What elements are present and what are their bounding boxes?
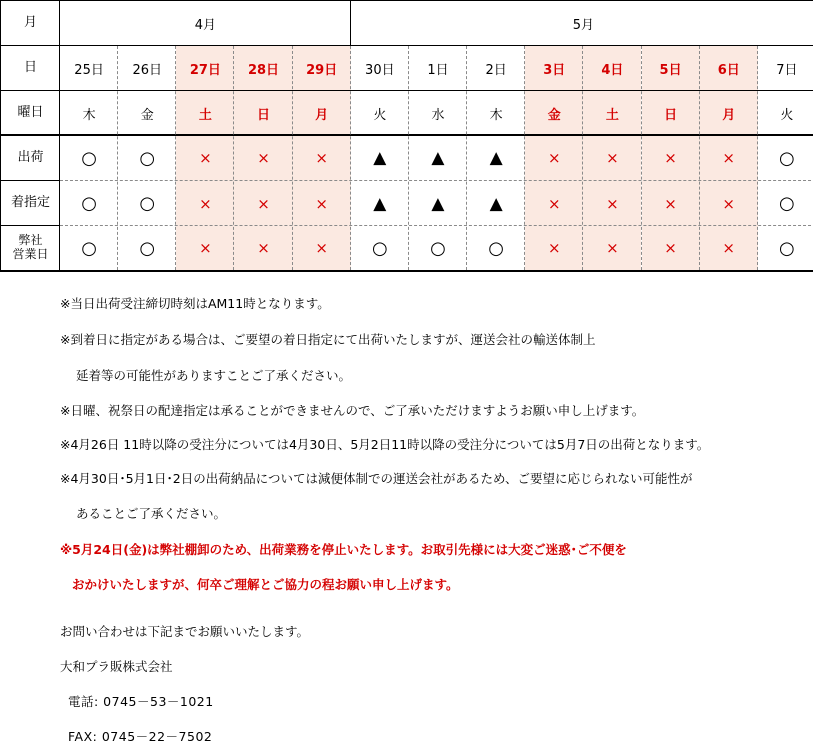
table-border-top: [0, 0, 813, 1]
date-cell: 28日: [247, 63, 280, 78]
delivery-status-cell: ▲: [373, 193, 387, 214]
business-day-status-cell: ×: [664, 239, 677, 257]
column-divider-dashed: [292, 46, 293, 270]
date-cell: 2日: [485, 63, 507, 78]
table-border-left: [0, 0, 1, 272]
row-divider-dashed: [60, 225, 813, 226]
shipping-status-cell: ×: [664, 149, 677, 167]
business-day-status-cell: ○: [81, 237, 97, 259]
weekday-cell: 月: [315, 107, 329, 123]
weekday-cell: 月: [722, 107, 736, 123]
delivery-status-cell: ○: [81, 193, 97, 214]
month-divider: [350, 0, 351, 46]
note-line: ※当日出荷受注締切時刻はAM11時となります。: [60, 296, 330, 311]
column-divider-dashed: [175, 46, 176, 270]
delivery-status-cell: ×: [547, 194, 561, 213]
date-cell: 6日: [717, 63, 740, 78]
shipping-status-cell: ×: [199, 149, 212, 167]
date-cell: 4日: [601, 63, 624, 78]
business-day-status-cell: ○: [371, 237, 388, 259]
note-line: ※4月26日 11時以降の受注分については4月30日、5月2日11時以降の受注分については5月7日の出荷となります。: [60, 437, 710, 452]
delivery-status-cell: ×: [606, 194, 619, 213]
row-label-shipping: 出荷: [17, 149, 44, 165]
delivery-status-cell: ×: [315, 194, 328, 213]
phone-number: 電話: 0745－53－1021: [68, 694, 214, 709]
shipping-status-cell: ○: [81, 147, 97, 169]
table-border-bottom: [0, 270, 813, 272]
column-divider-dashed: [408, 46, 409, 270]
note-line: ※到着日に指定がある場合は、ご要望の着日指定にて出荷いたしますが、運送会社の輸送体制上: [60, 332, 596, 347]
shipping-status-cell: ▲: [489, 148, 503, 168]
delivery-status-cell: ○: [779, 193, 795, 214]
weekday-cell: 日: [257, 107, 271, 123]
row-divider: [0, 180, 60, 181]
date-cell: 3日: [543, 63, 566, 78]
weekday-cell: 火: [780, 107, 794, 123]
fax-number: FAX: 0745－22－7502: [68, 729, 213, 744]
business-day-status-cell: ○: [779, 237, 795, 259]
note-line: 延着等の可能性がありますことご了承ください。: [76, 368, 352, 383]
weekday-cell: 水: [431, 107, 445, 123]
delivery-status-cell: ×: [722, 194, 735, 213]
column-divider-dashed: [757, 46, 758, 270]
contact-intro: お問い合わせは下記までお願いいたします。: [60, 624, 310, 639]
row-divider: [0, 225, 60, 226]
weekday-cell: 日: [664, 107, 678, 123]
business-day-status-cell: ×: [547, 239, 561, 257]
row-divider-thick: [0, 134, 813, 136]
month-header: 4月: [194, 18, 217, 33]
row-label-business-line2: 営業日: [12, 247, 49, 261]
row-label-date: 日: [23, 60, 37, 76]
note-line: ※5月24日(金)は弊社棚卸のため、出荷業務を停止いたします。お取引先様には大変ご迷惑･ご不便を: [60, 542, 627, 557]
shipping-status-cell: ×: [722, 149, 735, 167]
business-day-status-cell: ○: [430, 237, 446, 259]
date-cell: 30日: [365, 63, 395, 78]
row-label-delivery-designation: 着指定: [10, 195, 50, 211]
delivery-status-cell: ▲: [431, 193, 445, 214]
date-cell: 27日: [189, 63, 221, 78]
row-divider-dashed: [60, 180, 813, 181]
delivery-status-cell: ×: [257, 194, 270, 213]
business-day-status-cell: ○: [488, 237, 504, 259]
business-day-status-cell: ×: [722, 239, 735, 257]
column-divider-dashed: [699, 46, 700, 270]
note-line: おかけいたしますが、何卒ご理解とご協力の程お願い申し上げます。: [72, 577, 459, 592]
column-divider-dashed: [641, 46, 642, 270]
month-header: 5月: [572, 18, 594, 33]
row-label-weekday: 曜日: [17, 104, 44, 120]
weekday-cell: 火: [373, 107, 387, 123]
note-line: ※日曜、祝祭日の配達指定は承ることができませんので、ご了承いただけますようお願い申し上げます。: [60, 403, 645, 418]
column-divider-dashed: [233, 46, 234, 270]
row-label-business-day: [1, 226, 60, 270]
shipping-status-cell: ×: [257, 149, 270, 167]
weekday-cell: 土: [198, 107, 212, 123]
row-label-month: 月: [23, 15, 37, 31]
delivery-status-cell: ▲: [489, 193, 503, 214]
date-cell: 7日: [776, 63, 798, 78]
weekday-cell: 土: [605, 107, 619, 123]
business-day-status-cell: ×: [606, 239, 619, 257]
business-day-status-cell: ×: [257, 239, 270, 257]
shipping-calendar-table: [0, 0, 813, 272]
weekday-cell: 木: [489, 107, 503, 123]
shipping-status-cell: ×: [315, 149, 328, 167]
shipping-status-cell: ▲: [373, 148, 387, 168]
weekday-cell: 木: [82, 107, 96, 123]
date-cell: 26日: [132, 63, 162, 78]
company-name: 大和プラ販株式会社: [60, 659, 173, 674]
weekday-cell: 金: [547, 107, 561, 123]
date-cell: 25日: [74, 63, 104, 78]
shipping-status-cell: ▲: [431, 148, 445, 168]
note-line: ※4月30日･5月1日･2日の出荷納品については減便体制での運送会社があるため、ご要望に応じられない可能性が: [60, 471, 693, 486]
note-line: あることご了承ください。: [76, 506, 227, 521]
column-divider-dashed: [466, 46, 467, 270]
shipping-status-cell: ×: [547, 149, 561, 167]
delivery-status-cell: ×: [664, 194, 677, 213]
row-divider: [0, 90, 813, 91]
date-cell: 29日: [306, 63, 338, 78]
business-day-status-cell: ×: [315, 239, 328, 257]
shipping-status-cell: ×: [606, 149, 619, 167]
column-divider-dashed: [117, 46, 118, 270]
column-divider-dashed: [524, 46, 525, 270]
shipping-status-cell: ○: [139, 147, 156, 169]
weekday-cell: 金: [140, 107, 154, 123]
row-divider: [0, 45, 813, 46]
column-divider-dashed: [582, 46, 583, 270]
date-cell: 1日: [427, 63, 449, 78]
business-day-status-cell: ×: [199, 239, 212, 257]
business-day-status-cell: ○: [139, 237, 156, 259]
delivery-status-cell: ○: [139, 193, 156, 214]
date-cell: 5日: [659, 63, 682, 78]
row-label-business-line1: 弊社: [18, 233, 43, 248]
delivery-status-cell: ×: [199, 194, 212, 213]
column-divider-dashed: [350, 46, 351, 270]
shipping-status-cell: ○: [779, 147, 795, 169]
